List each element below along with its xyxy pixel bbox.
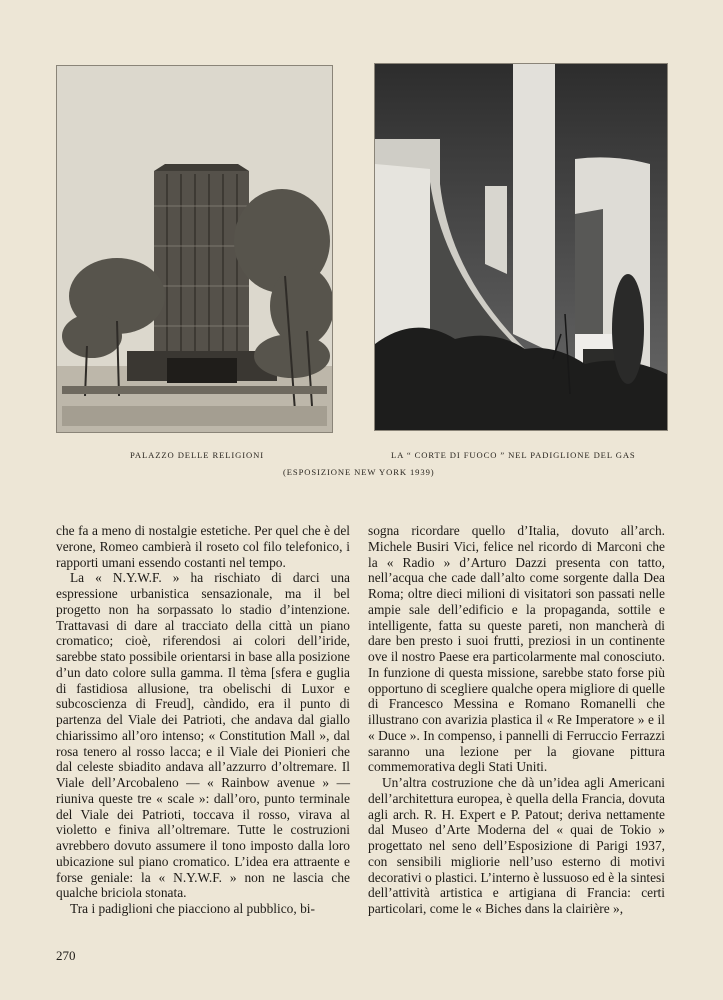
corte-di-fuoco-photo bbox=[374, 63, 668, 431]
exhibition-caption: (ESPOSIZIONE NEW YORK 1939) bbox=[283, 467, 435, 477]
paragraph: La « N.Y.W.F. » ha rischiato di darci una espressione urbanistica sensazionale, ma il bel progetto non ha sorpassato lo stadio d’intenzione. Trattavasi di dare al tracciato della città un piano cromatico; cioè, riferendosi ai colori dell’iride, sarebbe stato possibile orientarsi in base alla posizione d’un dato colore sulla gamma. Il tèma [sfera e guglia di fastidiosa allusione, tra obelischi di Luxor e subcoscienza di Freud], càndido, era il punto di partenza del Viale dei Patrioti, che andava dal giallo chiarissimo all’oro intenso; « Constitution Mall », dal rosa tenero al rosso lacca; e il Viale dei Pionieri che dal celeste sbiadito andava all’azzurro d’oltremare. Il Viale dell’Arcobaleno — « Rainbow avenue » — riuniva queste tre « scale »: dall’oro, punto terminale del Viale dei Patrioti, toccava il rosso, virava al violetto e finiva all’oltremare. Tutte le costruzioni avrebbero dovuto assumere il tono imposto dalla loro ubicazione sul piano cromatico. L’idea era attraente e forse geniale: la « N.Y.W.F. » non ne lascia che qualche briciola stonata. bbox=[56, 570, 350, 901]
left-figure-caption: PALAZZO DELLE RELIGIONI bbox=[130, 450, 264, 460]
article-column-right bbox=[368, 523, 665, 917]
article-column-left bbox=[56, 523, 350, 917]
paragraph: che fa a meno di nostalgie estetiche. Per quel che è del verone, Romeo cambierà il roseto col filo telefonico, i rapporti umani essendo costanti nel tempo. bbox=[56, 523, 350, 570]
paragraph: sogna ricordare quello d’Italia, dovuto all’arch. Michele Busiri Vici, felice nel ricordo di Marconi che la « Radio » d’Arturo Dazzi presenta con tatto, nell’acqua che cade dall’alto come sorgente dalla Dea Roma; oltre dieci milioni di visitatori son passati nelle ampie sale dell’edificio e la propaganda, sottile e intelligente, fatta su queste pareti, non mancherà di dare ben presto i suoi frutti, preziosi in un continente ove il nostro Paese era particolarmente mal conosciuto. In funzione di questa missione, sarebbe stato forse più opportuno di scegliere qualche opera migliore di quelle di Francesco Messina e Romano Romanelli che illustrano con avarizia plastica il « Re Imperatore » e il « Duce ». In compenso, i pannelli di Ferruccio Ferrazzi saranno una lezione per la giovane pittura commemorativa degli Stati Uniti. bbox=[368, 523, 665, 775]
page-number: 270 bbox=[56, 948, 76, 963]
palazzo-religioni-photo bbox=[56, 65, 333, 433]
paragraph: Un’altra costruzione che dà un’idea agli Americani dell’architettura europea, è quella della Francia, dovuta agli arch. R. H. Expert e P. Patout; deriva nettamente dal Museo d’Arte Moderna del « quai de Tokio » progettato nel seno dell’Esposizione di Parigi 1937, con sensibili migliorie nell’uso esterno di motivi decorativi o plastici. L’interno è lussuoso ed è la sintesi dell’attività artistica e artigiana di Francia: certi particolari, come le « Biches dans la clairière », bbox=[368, 775, 665, 916]
paragraph: Tra i padiglioni che piacciono al pubblico, bi- bbox=[70, 901, 315, 916]
right-figure-caption: LA “ CORTE DI FUOCO ” NEL PADIGLIONE DEL GAS bbox=[391, 450, 636, 460]
